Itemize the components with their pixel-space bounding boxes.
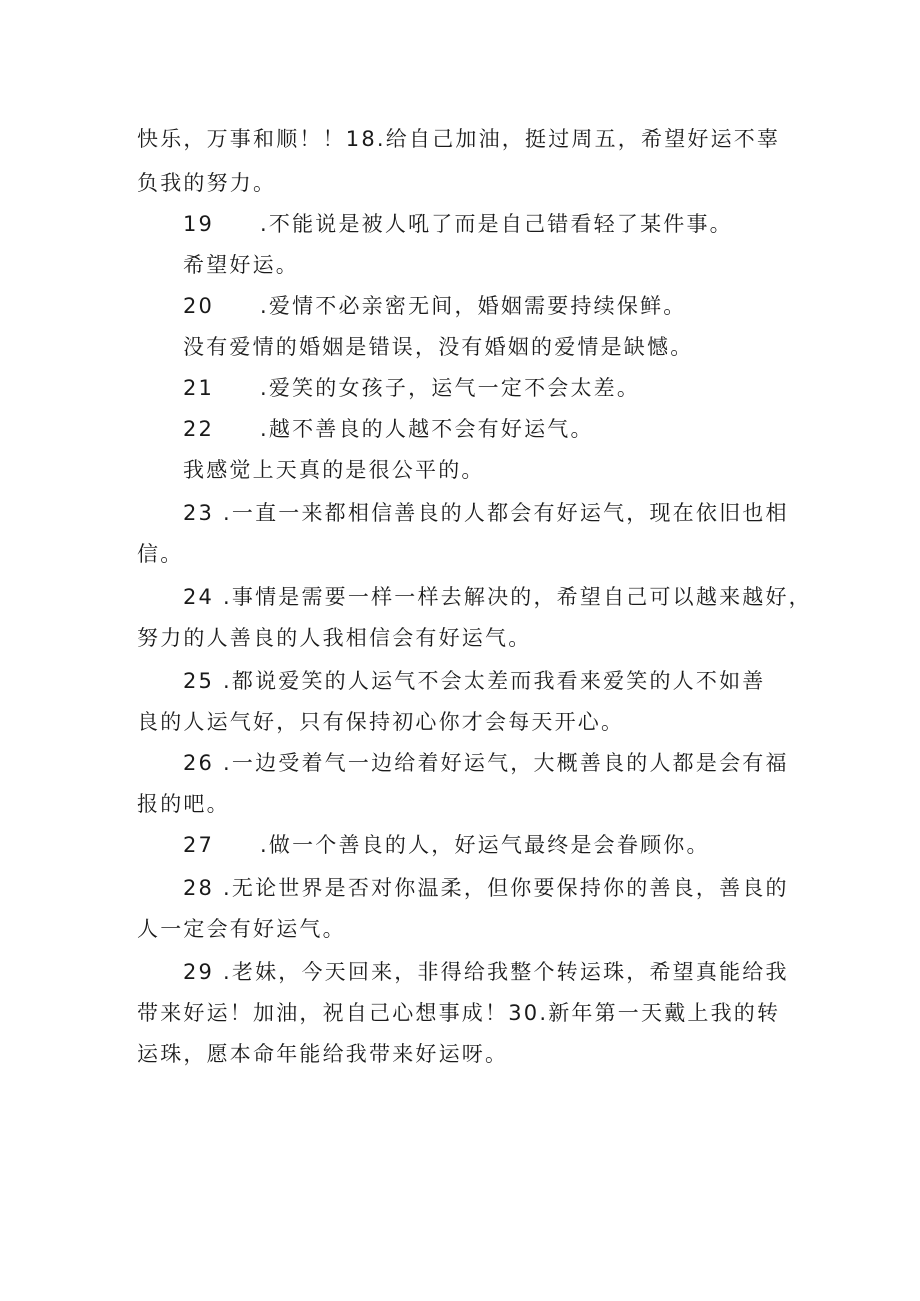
paragraph-line: 努力的人善良的人我相信会有好运气。: [137, 626, 532, 650]
paragraph-line: 24 .事情是需要一样一样去解决的，希望自己可以越来越好，: [183, 585, 812, 609]
paragraph-line: 信。: [137, 542, 184, 566]
paragraph-line: 快乐，万事和顺！！18.给自己加油，挺过周五，希望好运不辜: [137, 127, 781, 151]
paragraph-line: 我感觉上天真的是很公平的。: [183, 458, 485, 482]
paragraph-line: 运珠，愿本命年能给我带来好运呀。: [137, 1042, 509, 1066]
paragraph-line: .做一个善良的人，好运气最终是会眷顾你。: [260, 833, 710, 857]
paragraph-line: .爱笑的女孩子，运气一定不会太差。: [260, 376, 641, 400]
paragraph-line: 28 .无论世界是否对你温柔，但你要保持你的善良，善良的: [183, 876, 789, 900]
paragraph-line: 没有爱情的婚姻是错误，没有婚姻的爱情是缺憾。: [183, 335, 694, 359]
paragraph-line: 25 .都说爱笑的人运气不会太差而我看来爱笑的人不如善: [183, 669, 766, 693]
item-number: 19: [183, 212, 215, 236]
paragraph-line: 人一定会有好运气。: [137, 917, 346, 941]
item-number: 21: [183, 376, 215, 400]
paragraph-line: 良的人运气好，只有保持初心你才会每天开心。: [137, 710, 625, 734]
paragraph-line: 26 .一边受着气一边给着好运气，大概善良的人都是会有福: [183, 751, 789, 775]
paragraph-line: 希望好运。: [183, 253, 299, 277]
paragraph-line: 负我的努力。: [137, 171, 277, 195]
paragraph-line: .越不善良的人越不会有好运气。: [260, 417, 594, 441]
paragraph-line: .爱情不必亲密无间，婚姻需要持续保鲜。: [260, 294, 687, 318]
paragraph-line: 29 .老妹，今天回来，非得给我整个转运珠，希望真能给我: [183, 960, 789, 984]
item-number: 27: [183, 833, 215, 857]
item-number: 22: [183, 417, 215, 441]
item-number: 20: [183, 294, 215, 318]
paragraph-line: 23 .一直一来都相信善良的人都会有好运气，现在依旧也相: [183, 501, 789, 525]
paragraph-line: 带来好运！加油，祝自己心想事成！30.新年第一天戴上我的转: [137, 1001, 781, 1025]
paragraph-line: .不能说是被人吼了而是自己错看轻了某件事。: [260, 212, 733, 236]
paragraph-line: 报的吧。: [137, 792, 230, 816]
